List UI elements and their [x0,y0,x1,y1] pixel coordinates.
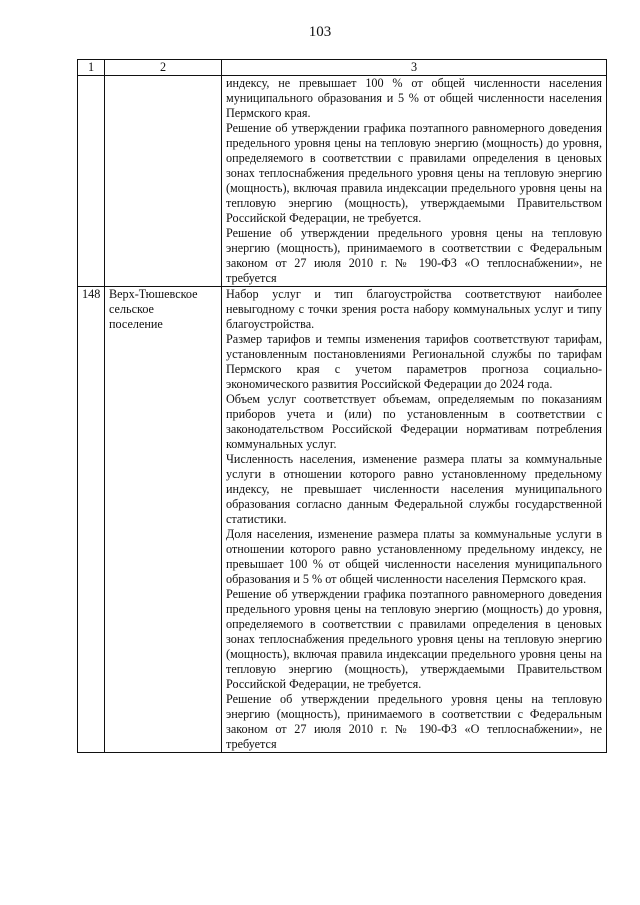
description-paragraph: Набор услуг и тип благоустройства соответствуют наиболее невыгодному с точки зрения роста набору коммунальных услуг и типу благоустройства. [226,287,602,331]
description-paragraph: Решение об утверждении предельного уровня цены на тепловую энергию (мощность), принимаемого в соответствии с Федеральным законом от 27 июля 2010 г. № 190-ФЗ «О теплоснабжении», не требуется [226,692,602,751]
settlement-name-line: поселение [109,317,163,331]
settlements-table [77,59,607,753]
description-paragraph: Размер тарифов и темпы изменения тарифов соответствуют тарифам, установленным постановлениями Региональной службы по тарифам Пермского края с учетом параметров прогноза социально-экономического развития Российской Федерации до 2024 года. [226,332,602,391]
column-header-2: 2 [105,60,222,76]
table-header-row [78,60,607,76]
settlement-name [105,287,222,753]
row-number [78,76,105,287]
column-header-3: 3 [222,60,607,76]
description-paragraph: Объем услуг соответствует объемам, определяемым по показаниям приборов учета и (или) по установленным в соответствии с законодательством Российской Федерации нормативам потребления коммунальных услуг. [226,392,602,451]
page-number: 103 [308,24,332,40]
row-description [222,287,607,753]
description-paragraph: Доля населения, изменение размера платы за коммунальные услуги в отношении которого равно установленному предельному индексу, не превышает 100 % от общей численности населения муниципального образования и 5 % от общей численности населения Пермского края. [226,527,602,586]
row-description [222,76,607,287]
settlement-name [105,76,222,287]
description-paragraph: Решение об утверждении графика поэтапного равномерного доведения предельного уровня цены на тепловую энергию (мощность) до уровня, определяемого в соответствии с правилами определения в ценовых зонах теплоснабжения предельного уровня цены на тепловую энергию (мощность), включая правила индексации предельного уровня цены на тепловую энергию (мощность), утверждаемыми Правительством Российской Федерации, не требуется. [226,587,602,691]
row-number: 148 [78,287,105,753]
description-paragraph: Численность населения, изменение размера платы за коммунальные услуги в отношении которого равно установленному предельному индексу, не превышает численности населения муниципального образования согласно данным Федеральной службы государственной статистики. [226,452,602,526]
description-paragraph: индексу, не превышает 100 % от общей численности населения муниципального образования и 5 % от общей численности населения Пермского края. [226,76,602,120]
settlement-name-line: Верх-Тюшевское [109,287,198,301]
column-header-1: 1 [78,60,105,76]
description-paragraph: Решение об утверждении графика поэтапного равномерного доведения предельного уровня цены на тепловую энергию (мощность) до уровня, определяемого в соответствии с правилами определения в ценовых зонах теплоснабжения предельного уровня цены на тепловую энергию (мощность), включая правила индексации предельного уровня цены на тепловую энергию (мощность), утверждаемыми Правительством Российской Федерации, не требуется. [226,121,602,225]
description-paragraph: Решение об утверждении предельного уровня цены на тепловую энергию (мощность), принимаемого в соответствии с Федеральным законом от 27 июля 2010 г. № 190-ФЗ «О теплоснабжении», не требуется [226,226,602,285]
table-row-continuation [78,76,607,287]
table-row-148 [78,287,607,753]
settlement-name-line: сельское [109,302,154,316]
